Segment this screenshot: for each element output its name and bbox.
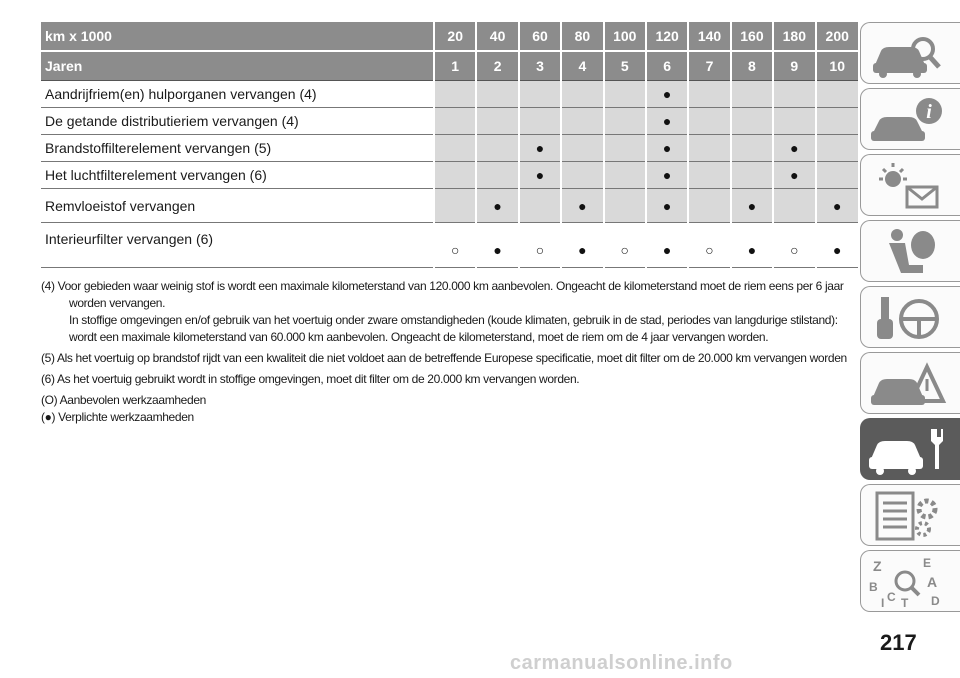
schedule-cell (476, 81, 518, 108)
schedule-cell (604, 189, 646, 223)
maintenance-row (41, 189, 858, 223)
schedule-cell (816, 162, 858, 189)
mandatory-marker: ● (519, 135, 561, 162)
schedule-cell (688, 189, 730, 223)
sidebar-tab-car-info[interactable] (860, 88, 960, 150)
schedule-cell (604, 81, 646, 108)
car-emergency-icon (867, 357, 947, 411)
km-header-row (41, 22, 858, 51)
schedule-cell (604, 135, 646, 162)
chapter-sidebar (860, 22, 960, 616)
mandatory-marker: ● (646, 189, 688, 223)
maintenance-row (41, 81, 858, 108)
car-search-icon (867, 27, 947, 81)
svg-text:C: C (887, 590, 896, 604)
schedule-cell (731, 81, 773, 108)
mandatory-marker: ● (646, 108, 688, 135)
sidebar-tab-alphabet-index[interactable] (860, 550, 960, 612)
maintenance-item-label: De getande distributieriem vervangen (4) (41, 108, 434, 135)
maintenance-item-label: Remvloeistof vervangen (41, 189, 434, 223)
svg-text:i: i (926, 101, 932, 123)
mandatory-marker: ● (519, 162, 561, 189)
sidebar-tab-car-service[interactable] (860, 418, 960, 480)
schedule-cell (434, 162, 476, 189)
maintenance-item-label: Brandstoffilterelement vervangen (5) (41, 135, 434, 162)
maintenance-item-label: Interieurfilter vervangen (6) (41, 223, 434, 268)
svg-text:T: T (901, 596, 909, 609)
mandatory-marker: ● (773, 135, 815, 162)
km-value: 40 (476, 22, 518, 51)
year-value: 9 (773, 51, 815, 81)
schedule-cell (434, 135, 476, 162)
year-value: 5 (604, 51, 646, 81)
schedule-cell (561, 135, 603, 162)
km-value: 120 (646, 22, 688, 51)
schedule-cell (434, 108, 476, 135)
mandatory-marker: ● (476, 189, 518, 223)
key-steering-icon (867, 291, 947, 345)
schedule-cell (688, 162, 730, 189)
year-value: 2 (476, 51, 518, 81)
schedule-cell (434, 189, 476, 223)
schedule-cell (688, 108, 730, 135)
schedule-cell (688, 81, 730, 108)
years-header-label: Jaren (41, 51, 434, 81)
km-value: 20 (434, 22, 476, 51)
legend-recommended: (O) Aanbevolen werkzaamheden (41, 393, 206, 407)
mandatory-marker: ● (646, 162, 688, 189)
mandatory-marker: ● (816, 223, 858, 268)
car-info-icon (867, 93, 947, 147)
schedule-cell (731, 108, 773, 135)
year-value: 10 (816, 51, 858, 81)
footnote-6: (6) As het voertuig gebruikt wordt in stoffige omgevingen, moet dit filter om de 20.000 km vervangen worden. (41, 372, 580, 386)
footnote-4-cont: wordt een maximale kilometerstand van 60.000 km aanbevolen. Ongeacht de kilometerstand, moet de riem om de 4 jaar vervangen worden. (69, 330, 769, 344)
maintenance-row (41, 223, 858, 268)
mandatory-marker: ● (646, 81, 688, 108)
svg-text:E: E (923, 556, 932, 570)
maintenance-row (41, 135, 858, 162)
sidebar-tab-car-search[interactable] (860, 22, 960, 84)
schedule-cell (519, 81, 561, 108)
svg-text:A: A (927, 574, 938, 590)
km-value: 80 (561, 22, 603, 51)
schedule-cell (561, 108, 603, 135)
recommended-marker: ○ (688, 223, 730, 268)
mandatory-marker: ● (731, 189, 773, 223)
maintenance-item-label: Aandrijfriem(en) hulporganen vervangen (4) (41, 81, 434, 108)
mandatory-marker: ● (561, 223, 603, 268)
recommended-marker: ○ (604, 223, 646, 268)
sidebar-tab-car-emergency[interactable] (860, 352, 960, 414)
footnote-5: (5) Als het voertuig op brandstof rijdt van een kwaliteit die niet voldoet aan de betreffende Europese specificatie, moet dit filter om de 20.000 km vervangen worden (41, 351, 847, 365)
km-value: 140 (688, 22, 730, 51)
schedule-cell (476, 135, 518, 162)
legend-mandatory: (●) Verplichte werkzaamheden (41, 410, 194, 424)
schedule-cell (519, 189, 561, 223)
sidebar-tab-airbag-seat[interactable] (860, 220, 960, 282)
warning-lights-icon (867, 159, 947, 213)
years-header-row (41, 51, 858, 81)
car-service-icon (867, 423, 947, 477)
mandatory-marker: ● (773, 162, 815, 189)
maintenance-row (41, 162, 858, 189)
sidebar-tab-warning-lights[interactable] (860, 154, 960, 216)
schedule-cell (773, 189, 815, 223)
maintenance-item-label: Het luchtfilterelement vervangen (6) (41, 162, 434, 189)
mandatory-marker: ● (731, 223, 773, 268)
schedule-cell (688, 135, 730, 162)
km-value: 60 (519, 22, 561, 51)
schedule-cell (773, 81, 815, 108)
schedule-cell (816, 135, 858, 162)
schedule-cell (476, 108, 518, 135)
footnotes (41, 278, 853, 426)
recommended-marker: ○ (519, 223, 561, 268)
schedule-cell (604, 162, 646, 189)
page-number: 217 (880, 630, 917, 655)
sidebar-tab-spec-sheet[interactable] (860, 484, 960, 546)
km-value: 200 (816, 22, 858, 51)
schedule-cell (816, 81, 858, 108)
schedule-cell (561, 162, 603, 189)
schedule-cell (731, 162, 773, 189)
km-value: 100 (604, 22, 646, 51)
svg-text:D: D (931, 594, 940, 608)
recommended-marker: ○ (773, 223, 815, 268)
schedule-cell (561, 81, 603, 108)
footnote-4-cont: worden vervangen. (69, 296, 166, 310)
watermark: carmanualsonline.info (510, 652, 733, 674)
mandatory-marker: ● (561, 189, 603, 223)
maintenance-row (41, 108, 858, 135)
alphabet-index-icon (867, 555, 947, 609)
km-value: 160 (731, 22, 773, 51)
schedule-cell (476, 162, 518, 189)
mandatory-marker: ● (476, 223, 518, 268)
schedule-cell (604, 108, 646, 135)
year-value: 4 (561, 51, 603, 81)
km-header-label: km x 1000 (41, 22, 434, 51)
spec-sheet-icon (867, 489, 947, 543)
svg-text:I: I (881, 596, 885, 609)
year-value: 3 (519, 51, 561, 81)
year-value: 7 (688, 51, 730, 81)
mandatory-marker: ● (816, 189, 858, 223)
svg-text:Z: Z (873, 558, 882, 574)
schedule-cell (816, 108, 858, 135)
schedule-cell (519, 108, 561, 135)
footnote-4-cont: In stoffige omgevingen en/of gebruik van het voertuig onder zware omstandigheden (koude klimaten, gebruik in de stad, periodes van langdurige stilstand): (69, 313, 838, 327)
schedule-cell (434, 81, 476, 108)
schedule-cell (773, 108, 815, 135)
year-value: 6 (646, 51, 688, 81)
km-value: 180 (773, 22, 815, 51)
year-value: 1 (434, 51, 476, 81)
svg-text:B: B (869, 580, 878, 594)
footnote-4: (4) Voor gebieden waar weinig stof is wordt een maximale kilometerstand van 120.000 km aanbevolen. Ongeacht de kilometerstand moet de riem eens per 6 jaar (41, 279, 844, 293)
sidebar-tab-key-steering[interactable] (860, 286, 960, 348)
year-value: 8 (731, 51, 773, 81)
maintenance-schedule-table (41, 22, 858, 268)
airbag-seat-icon (867, 225, 947, 279)
mandatory-marker: ● (646, 223, 688, 268)
schedule-cell (731, 135, 773, 162)
mandatory-marker: ● (646, 135, 688, 162)
recommended-marker: ○ (434, 223, 476, 268)
